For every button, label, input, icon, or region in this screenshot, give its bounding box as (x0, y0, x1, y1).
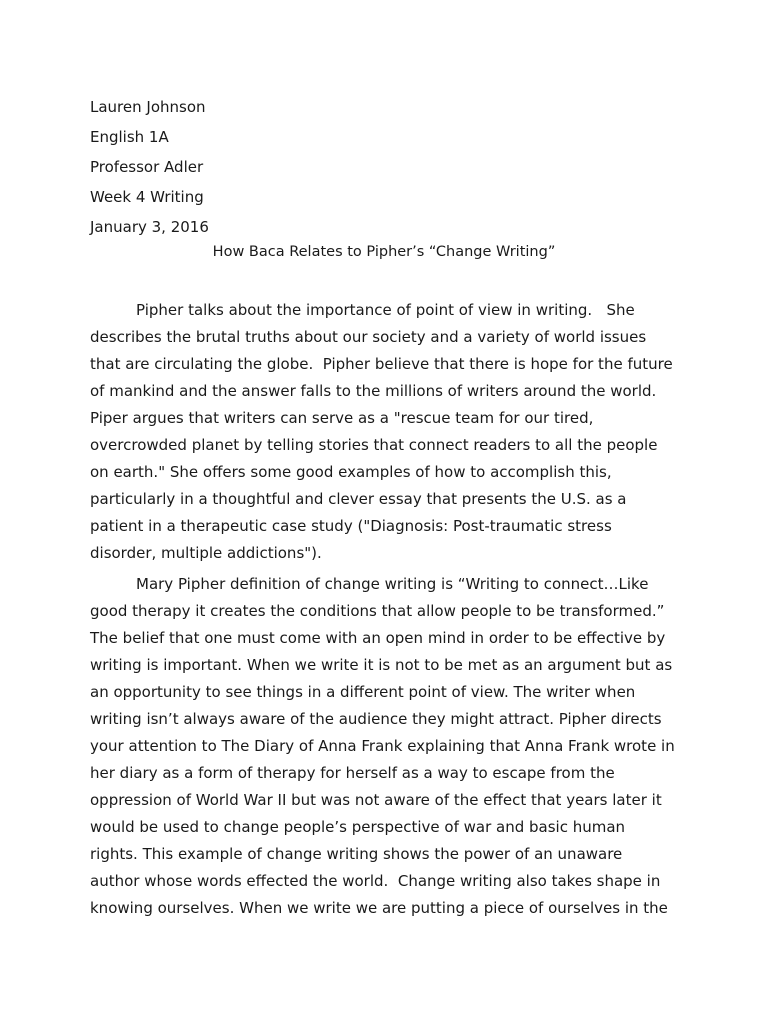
text-line: knowing ourselves. When we write we are putting a piece of ourselves in the (90, 899, 668, 917)
text-line: describes the brutal truths about our society and a variety of world issues (90, 328, 647, 346)
text-line: that are circulating the globe. Pipher believe that there is hope for the future (90, 355, 673, 373)
text-line: would be used to change people’s perspective of war and basic human (90, 818, 626, 836)
text-line: her diary as a form of therapy for herself as a way to escape from the (90, 764, 615, 782)
essay-title: How Baca Relates to Pipher’s “Change Writing” (212, 244, 556, 260)
essay-body (90, 297, 682, 922)
text-line: The belief that one must come with an open mind in order to be effective by (90, 629, 666, 647)
author-name: Lauren Johnson (90, 98, 206, 116)
assignment-name: Week 4 Writing (90, 188, 204, 206)
text-line: writing isn’t always aware of the audience they might attract. Pipher directs (90, 710, 662, 728)
text-line: Pipher talks about the importance of point of view in writing. She (136, 301, 635, 319)
text-line: good therapy it creates the conditions that allow people to be transformed.” (90, 602, 665, 620)
text-line: of mankind and the answer falls to the millions of writers around the world. (90, 382, 657, 400)
text-line: oppression of World War II but was not aware of the effect that years later it (90, 791, 662, 809)
text-line: author whose words effected the world. Change writing also takes shape in (90, 872, 661, 890)
professor-name: Professor Adler (90, 158, 204, 176)
paragraph-1 (90, 297, 682, 567)
text-line: patient in a therapeutic case study ("Diagnosis: Post-traumatic stress (90, 517, 612, 535)
essay-date: January 3, 2016 (90, 218, 209, 236)
text-line: disorder, multiple addictions"). (90, 544, 322, 562)
text-line: overcrowded planet by telling stories that connect readers to all the people (90, 436, 658, 454)
text-line: writing is important. When we write it is not to be met as an argument but as (90, 656, 673, 674)
paragraph-2 (90, 571, 682, 922)
course-name: English 1A (90, 128, 169, 146)
text-line: particularly in a thoughtful and clever essay that presents the U.S. as a (90, 490, 627, 508)
text-line: Piper argues that writers can serve as a "rescue team for our tired, (90, 409, 594, 427)
text-line: your attention to The Diary of Anna Frank explaining that Anna Frank wrote in (90, 737, 675, 755)
text-line: an opportunity to see things in a different point of view. The writer when (90, 683, 636, 701)
text-line: on earth." She offers some good examples of how to accomplish this, (90, 463, 612, 481)
text-line: Mary Pipher definition of change writing is “Writing to connect…Like (136, 575, 649, 593)
essay-header (90, 92, 690, 242)
text-line: rights. This example of change writing shows the power of an unaware (90, 845, 623, 863)
